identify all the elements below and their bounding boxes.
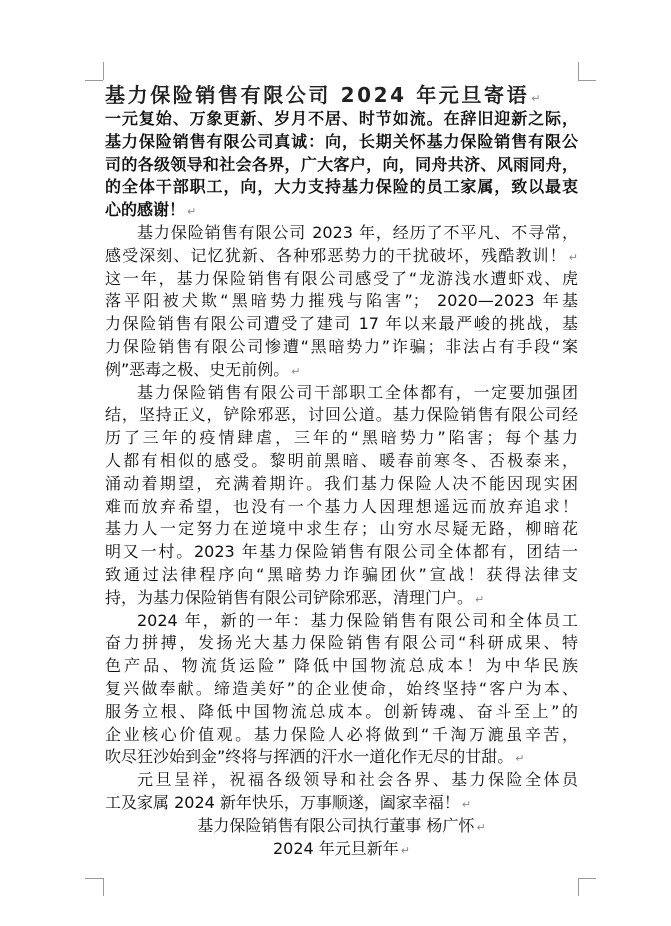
- text-line: [105, 746, 578, 769]
- text-line: [105, 724, 578, 747]
- paragraph-mark: ↵: [531, 92, 544, 105]
- title-text: 基力保险销售有限公司 2024 年元旦寄语: [105, 83, 530, 107]
- paragraph: [105, 838, 578, 861]
- text-line: [105, 496, 578, 519]
- line-text: 色产品、物流货运险” 降低中国物流总成本！为中华民族: [105, 656, 578, 676]
- line-text: 基力保险销售有限公司干部职工全体都有，一定要加强团: [137, 382, 578, 402]
- text-line: [105, 199, 578, 222]
- text-line: [105, 313, 578, 336]
- line-text: 2024 年，新的一年：基力保险销售有限公司和全体员工: [137, 610, 578, 630]
- crop-mark-top-left-v: [103, 62, 104, 80]
- line-text: 基力保险销售有限公司 2023 年，经历了不平凡、不寻常，: [137, 222, 578, 242]
- text-line: [105, 427, 578, 450]
- text-line: [105, 450, 578, 473]
- paragraph: [105, 610, 578, 770]
- text-line: [105, 541, 578, 564]
- text-line: [105, 632, 578, 655]
- line-text: 基力保险销售有限公司真诚：向，长期关怀基力保险销售有限公: [105, 131, 578, 151]
- text-line: [105, 154, 578, 177]
- text-line: [105, 792, 578, 815]
- text-line: [105, 176, 578, 199]
- paragraph-mark: ↵: [476, 820, 486, 834]
- text-line: [105, 587, 578, 610]
- line-text: 司的各级领导和社会各界，广大客户，向，同舟共济、风雨同舟，: [105, 154, 578, 174]
- line-text: 难而放弃希望，也没有一个基力人因理想遥远而放弃追求！: [105, 496, 578, 516]
- text-line: [105, 245, 578, 268]
- line-text: 复兴做奉献。缔造美好”的企业使命，始终坚持“客户为本、: [105, 678, 578, 698]
- line-text: 基力保险销售有限公司执行董事 杨广怀: [197, 815, 475, 835]
- crop-mark-top-left-h: [85, 80, 103, 81]
- text-line: [105, 382, 578, 405]
- crop-mark-top-right-v: [578, 62, 579, 80]
- crop-mark-top-right-h: [578, 80, 596, 81]
- paragraph: [105, 769, 578, 815]
- line-text: 涌动着期望，充满着期许。我们基力保险人决不能因现实困: [105, 473, 578, 493]
- document-title: [105, 82, 578, 108]
- text-line: [105, 564, 578, 587]
- line-text: 这一年，基力保险销售有限公司感受了“龙游浅水遭虾戏、虎: [105, 268, 578, 288]
- text-line: [105, 815, 578, 838]
- document-body: [105, 108, 578, 860]
- paragraph-mark: ↵: [515, 752, 525, 766]
- text-line: [105, 222, 578, 245]
- document-page[interactable]: [105, 82, 578, 860]
- crop-mark-bottom-right-v: [578, 878, 579, 896]
- line-text: 的全体干部职工，向，大力支持基力保险的员工家属，致以最衷: [105, 177, 578, 197]
- text-line: [105, 268, 578, 291]
- text-line: [105, 473, 578, 496]
- line-text: 持，为基力保险销售有限公司铲除邪恶，清理门户。: [105, 587, 474, 607]
- text-line: [105, 701, 578, 724]
- text-line: [105, 518, 578, 541]
- line-text: 心的感谢！: [105, 200, 186, 220]
- line-text: 历了三年的疫情肆虐，三年的“黑暗势力”陷害；每个基力: [105, 428, 578, 448]
- text-line: [105, 610, 578, 633]
- line-text: 基力人一定努力在逆境中求生存；山穷水尽疑无路，柳暗花: [105, 519, 578, 539]
- paragraph: [105, 268, 578, 382]
- line-text: 企业核心价值观。基力保险人必将做到“千淘万漉虽辛苦，: [105, 724, 578, 744]
- crop-mark-bottom-left-v: [103, 878, 104, 896]
- paragraph: [105, 382, 578, 610]
- line-text: 致通过法律程序向“黑暗势力诈骗团伙”宣战！获得法律支: [105, 564, 578, 584]
- line-text: 人都有相似的感受。黎明前黑暗、暖春前寒冬、否极泰来，: [105, 450, 578, 470]
- line-text: 一元复始、万象更新、岁月不居、时节如流。在辞旧迎新之际，: [105, 109, 578, 128]
- text-line: [105, 336, 578, 359]
- paragraph-mark: ↵: [461, 797, 472, 811]
- line-text: 力保险销售有限公司惨遭“黑暗势力”诈骗；非法占有手段“案: [105, 336, 578, 356]
- text-line: [105, 404, 578, 427]
- text-line: [105, 769, 578, 792]
- paragraph: [105, 815, 578, 838]
- paragraph-mark: ↵: [187, 205, 197, 219]
- text-line: [105, 290, 578, 313]
- paragraph-mark: ↵: [400, 843, 411, 857]
- line-text: 奋力拼搏，发扬光大基力保险销售有限公司“科研成果、特: [105, 633, 578, 653]
- text-line: [105, 131, 578, 154]
- line-text: 结，坚持正义，铲除邪恶，讨回公道。基力保险销售有限公司经: [105, 405, 578, 425]
- crop-mark-bottom-left-h: [85, 878, 103, 879]
- text-line: [105, 655, 578, 678]
- text-line: [105, 838, 578, 861]
- text-line: [105, 678, 578, 701]
- paragraph-mark: ↵: [568, 250, 578, 264]
- paragraph-mark: ↵: [291, 364, 301, 378]
- line-text: 元旦呈祥，祝福各级领导和社会各界、基力保险全体员: [137, 770, 578, 790]
- line-text: 感受深刻、记忆犹新、各种邪恶势力的干扰破坏，残酷教训！: [105, 245, 567, 265]
- paragraph: [105, 222, 578, 268]
- line-text: 力保险销售有限公司遭受了建司 17 年以来最严峻的挑战，基: [105, 314, 578, 334]
- line-text: 2024 年元旦新年: [272, 838, 399, 858]
- line-text: 落平阳被犬欺“黑暗势力摧残与陷害”； 2020—2023 年基: [105, 291, 578, 311]
- crop-mark-bottom-right-h: [578, 878, 596, 879]
- line-text: 服务立根、降低中国物流总成本。创新铸魂、奋斗至上”的: [105, 701, 578, 721]
- text-line: [105, 359, 578, 382]
- line-text: 工及家属 2024 新年快乐，万事顺遂，阖家幸福！: [105, 792, 460, 812]
- text-line: [105, 108, 578, 131]
- paragraph-mark: ↵: [475, 592, 485, 606]
- paragraph: [105, 108, 578, 222]
- line-text: 明又一村。2023 年基力保险销售有限公司全体都有，团结一: [105, 542, 578, 562]
- line-text: 例”恶毒之极、史无前例。: [105, 359, 290, 379]
- line-text: 吹尽狂沙始到金”终将与挥洒的汗水一道化作无尽的甘甜。: [105, 747, 514, 767]
